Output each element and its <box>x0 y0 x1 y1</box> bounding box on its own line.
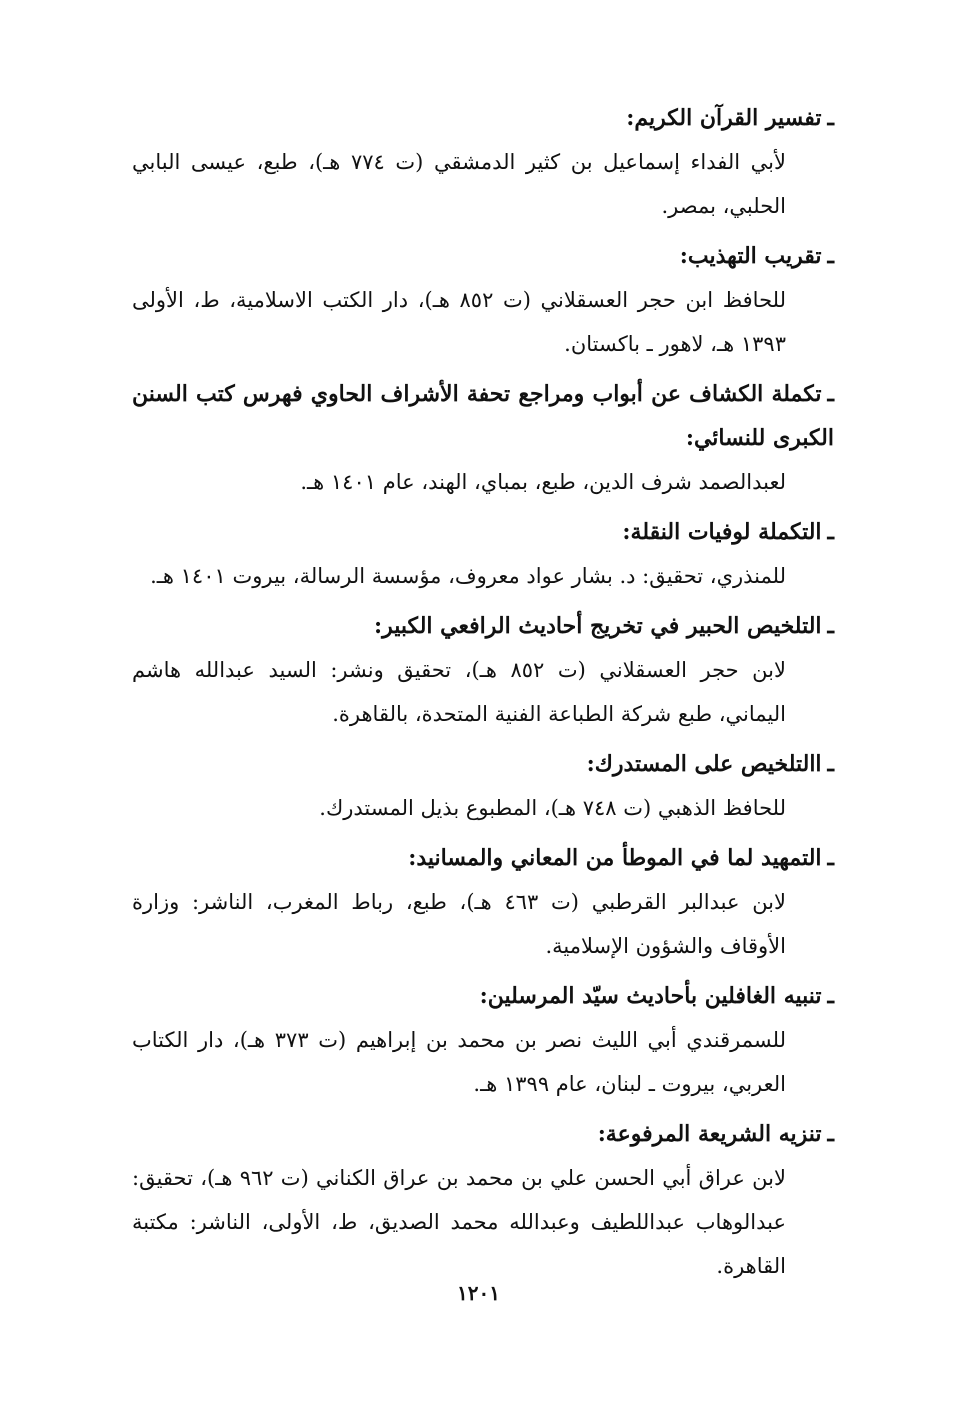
entry-title <box>132 372 834 460</box>
entry-title <box>132 836 834 880</box>
entry-title <box>132 742 834 786</box>
entry-body: للحافظ ابن حجر العسقلاني (ت ٨٥٢ هـ)، دار الكتب الاسلامية، ط، الأولى ١٣٩٣ هـ، لاهور ـ باكستان. <box>132 288 786 356</box>
bibliography-entry <box>132 974 834 1106</box>
entry-dash: ـ <box>827 845 834 871</box>
entry-body: للمنذري، تحقيق: د. بشار عواد معروف، مؤسسة الرسالة، بيروت ١٤٠١ هـ. <box>150 564 786 588</box>
entry-title-text: التلخيص الحبير في تخريج أحاديث الرافعي الكبير: <box>374 613 822 639</box>
bibliography-entry <box>132 234 834 366</box>
entry-title-text: التمهيد لما في الموطأ من المعاني والمسانيد: <box>408 845 822 871</box>
entry-body: للحافظ الذهبي (ت ٧٤٨ هـ)، المطبوع بذيل المستدرك. <box>319 796 786 820</box>
entry-body: لابن حجر العسقلاني (ت ٨٥٢ هـ)، تحقيق ونشر: السيد عبدالله هاشم اليماني، طبع شركة الطباعة الفنية المتحدة، بالقاهرة. <box>132 658 786 726</box>
page-number: ١٢٠١ <box>457 1281 500 1305</box>
bibliography-entry <box>132 372 834 504</box>
entry-title <box>132 510 834 554</box>
entry-title <box>132 974 834 1018</box>
entry-body: لابن عبدالبر القرطبي (ت ٤٦٣ هـ)، طبع، رباط المغرب، الناشر: وزارة الأوقاف والشؤون الإسلامية. <box>132 890 787 958</box>
entry-body: لأبي الفداء إسماعيل بن كثير الدمشقي (ت ٧٧٤ هـ)، طبع، عيسى البابي الحلبي، بمصر. <box>132 150 787 218</box>
entry-title <box>132 1112 834 1156</box>
entry-body: للسمرقندي أبي الليث نصر بن محمد بن إبراهيم (ت ٣٧٣ هـ)، دار الكتاب العربي، بيروت ـ لبنان، عام ١٣٩٩ هـ. <box>132 1028 786 1096</box>
bibliography-entry <box>132 510 834 598</box>
bibliography-entry <box>132 604 834 736</box>
entry-body: لعبدالصمد شرف الدين، طبع، بمباي، الهند، عام ١٤٠١ هـ. <box>300 470 786 494</box>
entry-dash: ـ <box>827 983 834 1009</box>
entry-dash: ـ <box>827 105 834 131</box>
entry-title-text: تنزيه الشريعة المرفوعة: <box>597 1121 822 1147</box>
entry-title-text: تفسير القرآن الكريم: <box>626 105 822 131</box>
bibliography-entry <box>132 836 834 968</box>
entry-body: لابن عراق أبي الحسن علي بن محمد بن عراق الكناني (ت ٩٦٢ هـ)، تحقيق: عبدالوهاب عبداللطيف وعبدالله محمد الصديق، ط، الأولى، الناشر: مكتبة القاهرة. <box>132 1166 786 1278</box>
entry-dash: ـ <box>827 1121 834 1147</box>
entry-dash: ـ <box>827 519 834 545</box>
bibliography-list <box>132 96 834 1294</box>
entry-dash: ـ <box>827 381 834 407</box>
entry-title-text: تقريب التهذيب: <box>679 243 822 269</box>
entry-title <box>132 96 834 140</box>
bibliography-entry <box>132 1112 834 1288</box>
entry-title <box>132 234 834 278</box>
entry-dash: ـ <box>827 613 834 639</box>
entry-dash: ـ <box>827 243 834 269</box>
entry-title-text: التكملة لوفيات النقلة: <box>622 519 822 545</box>
entry-title <box>132 604 834 648</box>
bibliography-entry <box>132 742 834 830</box>
entry-title-text: تنبيه الغافلين بأحاديث سيّد المرسلين: <box>479 983 822 1009</box>
entry-dash: ـ <box>827 751 834 777</box>
entry-title-text: االتلخيص على المستدرك: <box>586 751 822 777</box>
bibliography-entry <box>132 96 834 228</box>
entry-title-text: تكملة الكشاف عن أبواب ومراجع تحفة الأشراف الحاوي فهرس كتب السنن الكبرى للنسائي: <box>132 381 834 451</box>
